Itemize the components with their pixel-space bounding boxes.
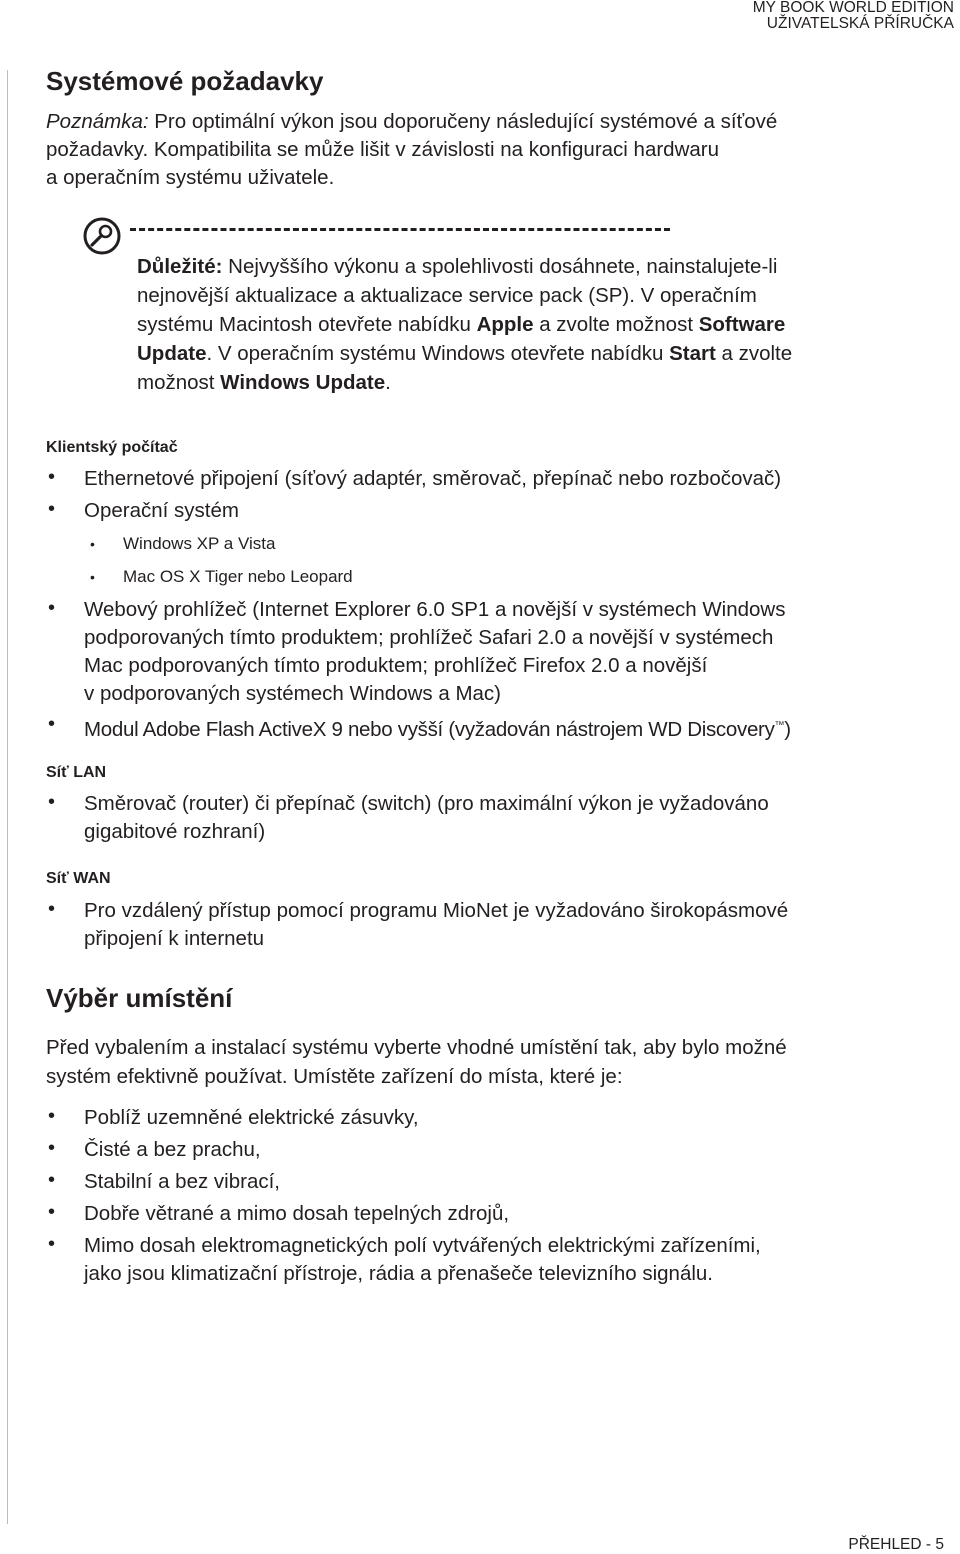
page-number: PŘEHLED - 5 — [848, 1536, 944, 1553]
location-paragraph-line-2: systém efektivně používat. Umístěte zařízení do místa, které je: — [46, 1065, 623, 1088]
list-item-browser-line-1: Webový prohlížeč (Internet Explorer 6.0 SP1 a novější v systémech Windows — [84, 598, 786, 621]
list-item-em-fields-line-1: Mimo dosah elektromagnetických polí vytvářených elektrickými zařízeními, — [84, 1234, 761, 1257]
running-header — [753, 0, 954, 32]
list-item-browser-line-2: podporovaných tímto produktem; prohlížeč Safari 2.0 a novější v systémech — [84, 626, 774, 649]
list-item-browser-line-4: v podporovaných systémech Windows a Mac) — [84, 682, 502, 705]
note-label: Poznámka: — [46, 110, 149, 133]
bullet: • — [48, 597, 56, 619]
bullet: • — [48, 713, 56, 735]
section-title-system-requirements: Systémové požadavky — [46, 66, 324, 96]
sub-bullet: • — [90, 536, 95, 552]
location-paragraph-line-1: Před vybalením a instalací systému vyberte vhodné umístění tak, aby bylo možné — [46, 1036, 787, 1059]
section-title-location: Výběr umístění — [46, 983, 233, 1013]
bullet: • — [48, 466, 56, 488]
note-line-3: a operačním systému uživatele. — [46, 166, 335, 189]
bullet: • — [48, 791, 56, 813]
list-item-flash: Modul Adobe Flash ActiveX 9 nebo vyšší (vyžadován nástrojem WD Discovery™) — [84, 717, 791, 741]
bullet: • — [48, 1169, 56, 1191]
list-item-ventilated: Dobře větrané a mimo dosah tepelných zdrojů, — [84, 1202, 510, 1225]
list-item-router-line-2: gigabitové rozhraní) — [84, 820, 266, 843]
list-item-os: Operační systém — [84, 499, 239, 522]
bullet: • — [48, 898, 56, 920]
important-dashed-rule — [130, 228, 670, 231]
list-item-grounded-outlet: Poblíž uzemněné elektrické zásuvky, — [84, 1106, 419, 1129]
wrench-icon — [82, 216, 122, 256]
important-line-4: Update. V operačním systému Windows otevřete nabídku Start a zvolte — [137, 342, 793, 365]
list-item-em-fields-line-2: jako jsou klimatizační přístroje, rádia a přenašeče televizního signálu. — [84, 1262, 713, 1285]
header-manual: UŽIVATELSKÁ PŘÍRUČKA — [766, 15, 954, 32]
list-item-ethernet: Ethernetové připojení (síťový adaptér, směrovač, přepínač nebo rozbočovač) — [84, 467, 782, 490]
important-line-1: Důležité: Nejvyššího výkonu a spolehlivosti dosáhnete, nainstalujete-li — [137, 255, 778, 278]
bullet: • — [48, 498, 56, 520]
note-line-2: požadavky. Kompatibilita se může lišit v závislosti na konfiguraci hardwaru — [46, 138, 720, 161]
list-item-broadband-line-1: Pro vzdálený přístup pomocí programu MioNet je vyžadováno širokopásmové — [84, 899, 789, 922]
important-line-3: systému Macintosh otevřete nabídku Apple a zvolte možnost Software — [137, 313, 786, 336]
list-item-stable: Stabilní a bez vibrací, — [84, 1170, 280, 1193]
list-item-clean: Čisté a bez prachu, — [84, 1138, 261, 1161]
note-line-1: Poznámka: Pro optimální výkon jsou doporučeny následující systémové a síťové — [46, 110, 778, 133]
subheading-lan: Síť LAN — [46, 764, 107, 781]
bullet: • — [48, 1137, 56, 1159]
trademark-mark: ™ — [774, 720, 785, 731]
subheading-wan: Síť WAN — [46, 870, 111, 887]
left-margin-rule — [7, 70, 8, 1524]
bullet: • — [48, 1201, 56, 1223]
subheading-client-pc: Klientský počítač — [46, 439, 178, 456]
list-item-browser-line-3: Mac podporovaných tímto produktem; prohlížeč Firefox 2.0 a novější — [84, 654, 708, 677]
list-item-os-windows: Windows XP a Vista — [123, 534, 276, 553]
bullet: • — [48, 1105, 56, 1127]
important-line-5: možnost Windows Update. — [137, 371, 391, 394]
list-item-router-line-1: Směrovač (router) či přepínač (switch) (pro maximální výkon je vyžadováno — [84, 792, 769, 815]
list-item-os-mac: Mac OS X Tiger nebo Leopard — [123, 567, 353, 586]
bullet: • — [48, 1233, 56, 1255]
important-label: Důležité: — [137, 255, 223, 278]
important-line-2: nejnovější aktualizace a aktualizace service pack (SP). V operačním — [137, 284, 757, 307]
header-product: MY BOOK WORLD EDITION — [752, 0, 954, 16]
sub-bullet: • — [90, 569, 95, 585]
list-item-broadband-line-2: připojení k internetu — [84, 927, 265, 950]
